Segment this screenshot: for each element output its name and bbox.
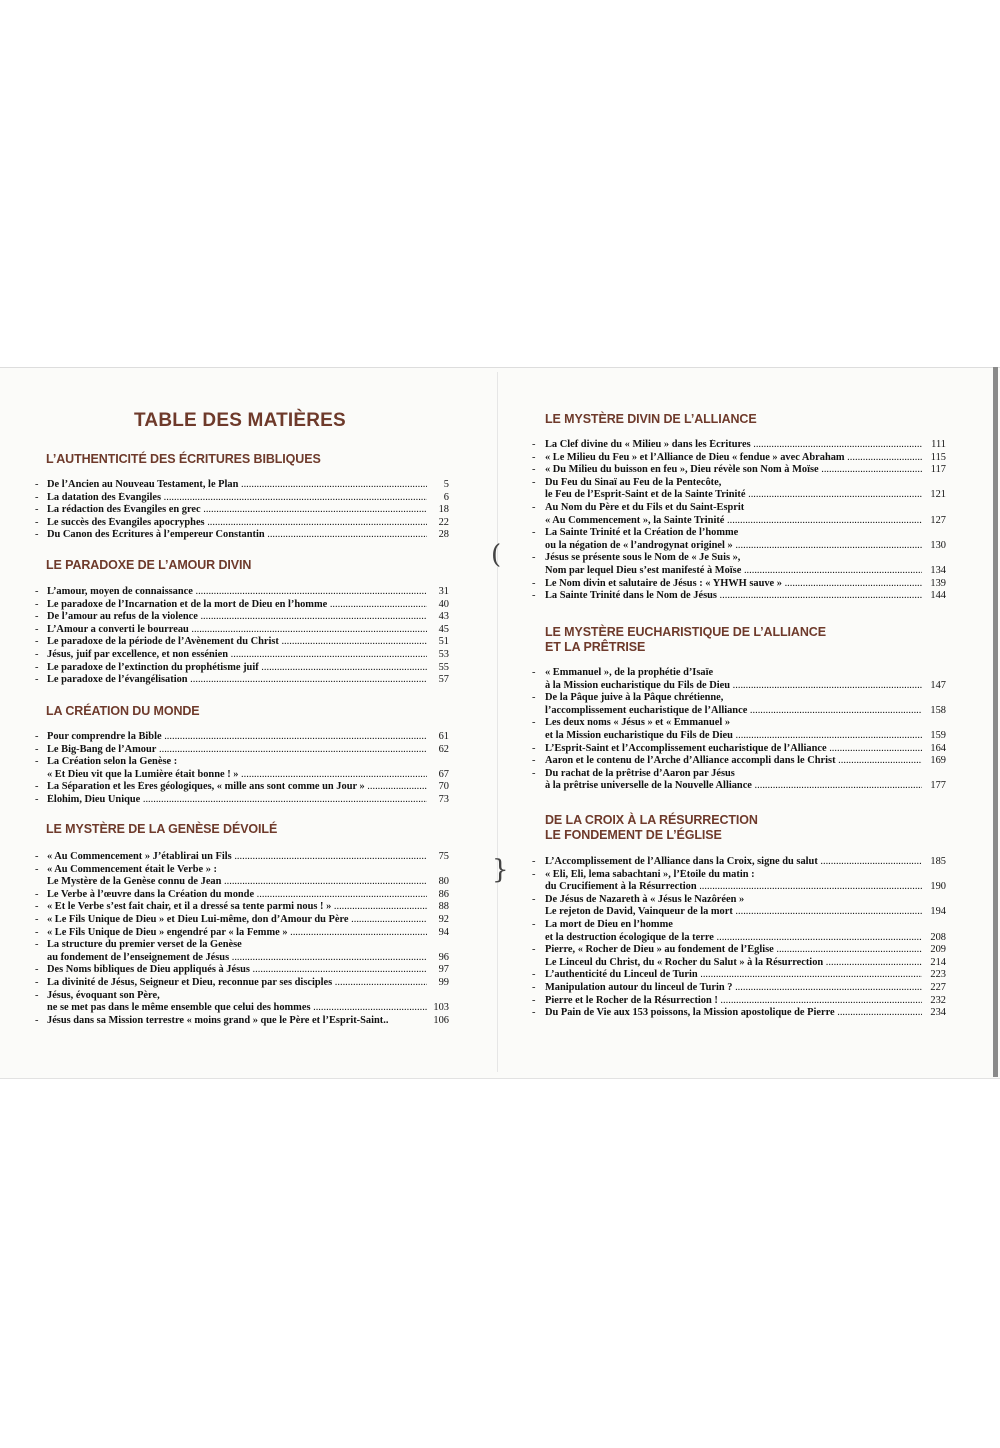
toc-entry[interactable]	[532, 439, 946, 452]
margin-mark: (	[491, 540, 502, 570]
entry-dash: -	[35, 586, 39, 597]
entry-title: De l’Ancien au Nouveau Testament, le Plan .....	[47, 479, 427, 492]
entry-page-number: 127	[930, 514, 946, 526]
entry-dash: -	[35, 661, 39, 673]
entry-dash: -	[532, 868, 536, 880]
entry-page-number: 185	[930, 856, 946, 867]
entry-page-number: 159	[930, 729, 946, 741]
entry-page-number: 88	[438, 901, 449, 913]
toc-entry[interactable]	[35, 794, 449, 807]
entry-title: « Au Commencement » J’établirai un Fils .....	[47, 851, 427, 864]
toc-entry[interactable]	[532, 502, 946, 527]
entry-dash: -	[35, 913, 39, 925]
entry-dash: -	[532, 692, 536, 704]
entry-title: Le paradoxe de la période de l’Avènement du Christ .....	[47, 636, 427, 649]
entry-dash: -	[532, 590, 536, 602]
entry-title: ne se met pas dans le même ensemble que celui des hommes .....	[47, 1002, 427, 1015]
entry-title: Le paradoxe de l’évangélisation .....	[47, 674, 427, 687]
entry-page-number: 86	[438, 888, 449, 900]
entry-page-number: 61	[438, 731, 449, 742]
entry-dash: -	[35, 504, 39, 516]
entry-dash: -	[35, 976, 39, 988]
section-heading-line: LE MYSTÈRE DE LA GENÈSE DÉVOILÉ	[46, 822, 278, 836]
entry-title: Jésus dans sa Mission terrestre « moins grand » que le Père et l’Esprit-Saint..	[47, 1014, 389, 1026]
entry-page-number: 70	[438, 781, 449, 793]
entry-page-number: 92	[438, 913, 449, 925]
entry-title: Jésus, juif par excellence, et non essénien .....	[47, 649, 427, 662]
entry-title: La Clef divine du « Milieu » dans les Écritures .....	[545, 439, 922, 452]
entry-title: Le Mystère de la Genèse connu de Jean .....	[47, 876, 427, 889]
toc-entry[interactable]	[35, 864, 449, 889]
entry-title: à la Mission eucharistique du Fils de Dieu .....	[545, 680, 922, 693]
section-heading	[545, 813, 758, 843]
entry-title: L’amour, moyen de connaissance .....	[47, 586, 427, 599]
entry-page-number: 55	[438, 661, 449, 673]
entry-title: Aaron et le contenu de l’Arche d’Alliance accompli dans le Christ .....	[545, 755, 922, 768]
entry-page-number: 164	[930, 742, 946, 754]
entry-title: De l’amour au refus de la violence .....	[47, 611, 427, 624]
entry-page-number: 57	[438, 674, 449, 686]
entry-title: Jésus, évoquant son Père,	[47, 989, 160, 1001]
entry-title: Le rejeton de David, Vainqueur de la mort .....	[545, 906, 922, 919]
entry-title: L’Esprit-Saint et l’Accomplissement eucharistique de l’Alliance .....	[545, 743, 922, 756]
entry-dash: -	[532, 742, 536, 754]
entry-dash: -	[532, 994, 536, 1006]
entry-dash: -	[35, 781, 39, 793]
section-heading-line: ET LA PRÊTRISE	[545, 640, 646, 654]
toc-entry[interactable]	[532, 452, 946, 465]
entry-title: « Du Milieu du buisson en feu », Dieu révèle son Nom à Moïse .....	[545, 464, 922, 477]
entry-title: Les deux noms « Jésus » et « Emmanuel »	[545, 717, 731, 729]
toc-list	[35, 586, 449, 687]
entry-title: Élohim, Dieu Unique .....	[47, 794, 427, 807]
entry-page-number: 5	[443, 479, 449, 490]
toc-entry[interactable]	[35, 611, 449, 624]
toc-list	[532, 667, 946, 793]
entry-title: au fondement de l’enseignement de Jésus .....	[47, 952, 427, 965]
entry-dash: -	[532, 577, 536, 589]
entry-title: Le Verbe à l’œuvre dans la Création du monde .....	[47, 889, 427, 902]
entry-dash: -	[35, 939, 39, 951]
toc-entry[interactable]	[35, 599, 449, 612]
section-heading	[545, 625, 826, 655]
entry-page-number: 194	[930, 906, 946, 918]
entry-dash: -	[35, 623, 39, 635]
entry-dash: -	[532, 856, 536, 867]
entry-page-number: 96	[438, 951, 449, 963]
entry-dash: -	[35, 636, 39, 648]
entry-title: ou la négation de « l’androgynat originel » .....	[545, 540, 922, 553]
section-heading	[46, 452, 321, 467]
page-fold	[497, 372, 498, 1072]
toc-entry[interactable]	[35, 731, 449, 744]
entry-title: « Et Dieu vit que la Lumière était bonne ! » .....	[47, 769, 427, 782]
entry-dash: -	[35, 964, 39, 976]
section-heading	[46, 822, 277, 837]
toc-entry[interactable]	[35, 674, 449, 687]
toc-entry[interactable]	[35, 901, 449, 914]
toc-entry[interactable]	[35, 990, 449, 1015]
entry-dash: -	[35, 674, 39, 686]
entry-page-number: 232	[930, 994, 946, 1006]
toc-entry[interactable]	[532, 944, 946, 957]
entry-title: Du Pain de Vie aux 153 poissons, la Mission apostolique de Pierre .....	[545, 1007, 922, 1020]
entry-page-number: 62	[438, 743, 449, 755]
toc-entry[interactable]	[35, 492, 449, 505]
entry-page-number: 31	[438, 586, 449, 597]
entry-page-number: 73	[438, 793, 449, 805]
toc-list	[35, 851, 449, 1027]
section-heading-line: L’AUTHENTICITÉ DES ÉCRITURES BIBLIQUES	[46, 452, 321, 466]
entry-dash: -	[35, 851, 39, 862]
entry-title: La Création selon la Genèse :	[47, 756, 178, 768]
toc-entry[interactable]	[35, 939, 449, 964]
page-edge	[993, 367, 998, 1077]
toc-entry[interactable]	[532, 957, 946, 970]
entry-title: L’authenticité du Linceul de Turin .....	[545, 969, 922, 982]
entry-page-number: 40	[438, 598, 449, 610]
entry-page-number: 97	[438, 964, 449, 976]
entry-dash: -	[35, 888, 39, 900]
entry-title: Des Noms bibliques de Dieu appliqués à Jésus .....	[47, 964, 427, 977]
entry-page-number: 67	[438, 768, 449, 780]
entry-dash: -	[35, 648, 39, 660]
toc-entry[interactable]	[532, 755, 946, 768]
toc-entry[interactable]	[35, 744, 449, 757]
entry-page-number: 6	[443, 491, 449, 503]
entry-title: La Sainte Trinité et la Création de l’homme	[545, 527, 739, 539]
toc-list	[35, 731, 449, 807]
entry-dash: -	[35, 743, 39, 755]
entry-page-number: 158	[930, 704, 946, 716]
toc-entry[interactable]	[532, 527, 946, 552]
entry-page-number: 147	[930, 679, 946, 691]
margin-mark: }	[492, 855, 509, 885]
toc-entry[interactable]	[532, 1007, 946, 1020]
toc-entry[interactable]	[35, 649, 449, 662]
entry-dash: -	[35, 901, 39, 913]
entry-title: L’Amour a converti le bourreau .....	[47, 624, 427, 637]
section-heading-line: LE PARADOXE DE L’AMOUR DIVIN	[46, 558, 252, 572]
entry-title: Du rachat de la prêtrise d’Aaron par Jésus	[545, 767, 735, 779]
toc-entry[interactable]	[532, 552, 946, 577]
entry-title: Le paradoxe de l’Incarnation et de la mort de Dieu en l’homme .....	[47, 599, 427, 612]
entry-title: Le paradoxe de l’extinction du prophétisme juif .....	[47, 662, 427, 675]
toc-entry[interactable]	[35, 781, 449, 794]
entry-page-number: 43	[438, 611, 449, 623]
toc-entry[interactable]	[35, 504, 449, 517]
entry-title: « Au Commencement était le Verbe » :	[47, 863, 217, 875]
toc-entry[interactable]	[35, 1015, 449, 1028]
entry-title: « Eli, Eli, lema sabachtani », l’Étoile du matin :	[545, 868, 755, 880]
entry-dash: -	[532, 667, 536, 678]
entry-title: l’accomplissement eucharistique de l’Alliance .....	[545, 705, 922, 718]
toc-entry[interactable]	[532, 667, 946, 692]
entry-dash: -	[532, 451, 536, 463]
entry-page-number: 208	[930, 931, 946, 943]
entry-dash: -	[532, 527, 536, 539]
entry-dash: -	[35, 611, 39, 623]
entry-page-number: 51	[438, 636, 449, 648]
entry-title: La structure du premier verset de la Genèse	[47, 939, 242, 951]
toc-entry[interactable]	[532, 743, 946, 756]
entry-title: « Emmanuel », de la prophétie d’Isaïe	[545, 667, 714, 678]
toc-entry[interactable]	[35, 964, 449, 977]
entry-title: Manipulation autour du linceul de Turin ? .....	[545, 982, 922, 995]
entry-title: De Jésus de Nazareth à « Jésus le Nazôréen »	[545, 893, 745, 905]
section-heading	[545, 412, 757, 427]
entry-page-number: 111	[931, 439, 946, 450]
entry-page-number: 94	[438, 926, 449, 938]
entry-dash: -	[35, 989, 39, 1001]
entry-title: De la Pâque juive à la Pâque chrétienne,	[545, 692, 724, 704]
entry-title: L’Accomplissement de l’Alliance dans la Croix, signe du salut .....	[545, 856, 922, 869]
entry-page-number: 80	[438, 876, 449, 888]
entry-page-number: 106	[433, 1014, 449, 1026]
toc-list	[35, 479, 449, 542]
entry-dash: -	[35, 756, 39, 768]
toc-entry[interactable]	[532, 969, 946, 982]
entry-page-number: 234	[930, 1007, 946, 1019]
toc-entry[interactable]	[532, 869, 946, 894]
entry-page-number: 53	[438, 648, 449, 660]
entry-page-number: 144	[930, 590, 946, 602]
entry-dash: -	[532, 501, 536, 513]
toc-entry[interactable]	[532, 856, 946, 869]
entry-page-number: 169	[930, 755, 946, 767]
toc-entry[interactable]	[532, 768, 946, 793]
entry-dash: -	[532, 944, 536, 956]
toc-entry[interactable]	[532, 717, 946, 742]
entry-title: à la prêtrise universelle de la Nouvelle Alliance .....	[545, 780, 922, 793]
section-heading-line: LE MYSTÈRE DIVIN DE L’ALLIANCE	[545, 412, 757, 426]
toc-entry[interactable]	[35, 662, 449, 675]
toc-list	[532, 439, 946, 603]
toc-list	[532, 856, 946, 1020]
entry-title: du Crucifiement à la Résurrection .....	[545, 881, 922, 894]
toc-entry[interactable]	[532, 894, 946, 919]
toc-entry[interactable]	[35, 479, 449, 492]
entry-dash: -	[35, 926, 39, 938]
entry-title: La datation des Évangiles .....	[47, 492, 427, 505]
toc-entry[interactable]	[35, 636, 449, 649]
entry-title: et la destruction écologique de la terre .....	[545, 932, 922, 945]
entry-page-number: 223	[930, 969, 946, 981]
entry-page-number: 18	[438, 504, 449, 516]
entry-title: « Au Commencement », la Sainte Trinité .....	[545, 515, 922, 528]
entry-dash: -	[35, 863, 39, 875]
entry-title: Nom par lequel Dieu s’est manifesté à Moïse .....	[545, 565, 922, 578]
entry-title: Pierre, « Rocher de Dieu » au fondement de l’Église .....	[545, 944, 922, 957]
toc-entry[interactable]	[35, 889, 449, 902]
entry-page-number: 139	[930, 577, 946, 589]
entry-dash: -	[35, 491, 39, 503]
entry-page-number: 115	[930, 451, 946, 463]
entry-dash: -	[35, 529, 39, 541]
entry-dash: -	[532, 918, 536, 930]
toc-entry[interactable]	[532, 578, 946, 591]
entry-title: Le Nom divin et salutaire de Jésus : « YHWH sauve » .....	[545, 578, 922, 591]
entry-title: « Le Milieu du Feu » et l’Alliance de Dieu « fendue » avec Abraham .....	[545, 452, 922, 465]
entry-dash: -	[532, 893, 536, 905]
toc-entry[interactable]	[35, 756, 449, 781]
entry-title: Le Linceul du Christ, du « Rocher du Salut » à la Résurrection .....	[545, 957, 922, 970]
toc-entry[interactable]	[35, 927, 449, 940]
toc-entry[interactable]	[532, 982, 946, 995]
entry-title: La divinité de Jésus, Seigneur et Dieu, reconnue par ses disciples .....	[47, 977, 427, 990]
entry-page-number: 103	[433, 1002, 449, 1014]
entry-title: Du Feu du Sinaï au Feu de la Pentecôte,	[545, 476, 722, 488]
entry-title: Le succès des Évangiles apocryphes .....	[47, 517, 427, 530]
entry-dash: -	[532, 969, 536, 981]
entry-page-number: 214	[930, 956, 946, 968]
entry-page-number: 121	[930, 489, 946, 501]
entry-page-number: 22	[438, 516, 449, 528]
entry-dash: -	[35, 731, 39, 742]
entry-title: La rédaction des Évangiles en grec .....	[47, 504, 427, 517]
entry-page-number: 99	[438, 976, 449, 988]
section-heading-line: LE MYSTÈRE EUCHARISTIQUE DE L’ALLIANCE	[545, 625, 826, 639]
section-heading-line: DE LA CROIX À LA RÉSURRECTION	[545, 813, 758, 827]
entry-title: le Feu de l’Esprit-Saint et de la Sainte Trinité .....	[545, 489, 922, 502]
entry-title: Le Big-Bang de l’Amour .....	[47, 744, 427, 757]
toc-entry[interactable]	[532, 477, 946, 502]
entry-dash: -	[532, 552, 536, 564]
entry-dash: -	[35, 479, 39, 490]
entry-page-number: 75	[438, 851, 449, 862]
entry-dash: -	[532, 981, 536, 993]
entry-dash: -	[35, 1014, 39, 1026]
toc-entry[interactable]	[35, 586, 449, 599]
section-heading-line: LA CRÉATION DU MONDE	[46, 704, 200, 718]
entry-page-number: 28	[438, 529, 449, 541]
entry-title: Jésus se présente sous le Nom de « Je Suis »,	[545, 552, 741, 564]
toc-entry[interactable]	[35, 624, 449, 637]
entry-page-number: 117	[930, 464, 946, 476]
entry-title: Pierre et le Rocher de la Résurrection ! .....	[545, 995, 922, 1008]
entry-dash: -	[532, 755, 536, 767]
toc-entry[interactable]	[35, 517, 449, 530]
entry-title: « Le Fils Unique de Dieu » engendré par « la Femme » .....	[47, 927, 427, 940]
toc-entry[interactable]	[532, 995, 946, 1008]
entry-dash: -	[532, 1007, 536, 1019]
entry-title: « Le Fils Unique de Dieu » et Dieu Lui-même, don d’Amour du Père .....	[47, 914, 427, 927]
section-heading	[46, 704, 200, 719]
toc-entry[interactable]	[532, 590, 946, 603]
toc-entry[interactable]	[532, 464, 946, 477]
section-heading	[46, 558, 251, 573]
toc-entry[interactable]	[35, 851, 449, 864]
entry-dash: -	[35, 598, 39, 610]
entry-title: Pour comprendre la Bible .....	[47, 731, 427, 744]
entry-dash: -	[532, 717, 536, 729]
toc-entry[interactable]	[35, 977, 449, 990]
section-heading-line: LE FONDEMENT DE L’ÉGLISE	[545, 828, 722, 842]
entry-title: La mort de Dieu en l’homme	[545, 918, 673, 930]
entry-dash: -	[532, 767, 536, 779]
toc-entry[interactable]	[35, 529, 449, 542]
entry-dash: -	[35, 793, 39, 805]
page-title: TABLE DES MATIÈRES	[134, 410, 346, 431]
entry-title: et la Mission eucharistique du Fils de Dieu .....	[545, 730, 922, 743]
entry-title: Du Canon des Écritures à l’empereur Constantin .....	[47, 529, 427, 542]
entry-dash: -	[532, 476, 536, 488]
entry-page-number: 134	[930, 564, 946, 576]
entry-page-number: 209	[930, 944, 946, 956]
entry-page-number: 227	[930, 981, 946, 993]
entry-title: Au Nom du Père et du Fils et du Saint-Esprit	[545, 501, 745, 513]
entry-title: « Et le Verbe s’est fait chair, et il a dressé sa tente parmi nous ! » .....	[47, 901, 427, 914]
entry-dash: -	[532, 439, 536, 450]
toc-entry[interactable]	[35, 914, 449, 927]
entry-title: La Sainte Trinité dans le Nom de Jésus .....	[545, 590, 922, 603]
entry-page-number: 190	[930, 881, 946, 893]
entry-page-number: 177	[930, 780, 946, 792]
entry-dash: -	[35, 516, 39, 528]
entry-title: La Séparation et les Ères géologiques, « mille ans sont comme un Jour » .....	[47, 781, 427, 794]
toc-entry[interactable]	[532, 692, 946, 717]
entry-page-number: 130	[930, 539, 946, 551]
entry-page-number: 45	[438, 623, 449, 635]
entry-dash: -	[532, 464, 536, 476]
toc-entry[interactable]	[532, 919, 946, 944]
